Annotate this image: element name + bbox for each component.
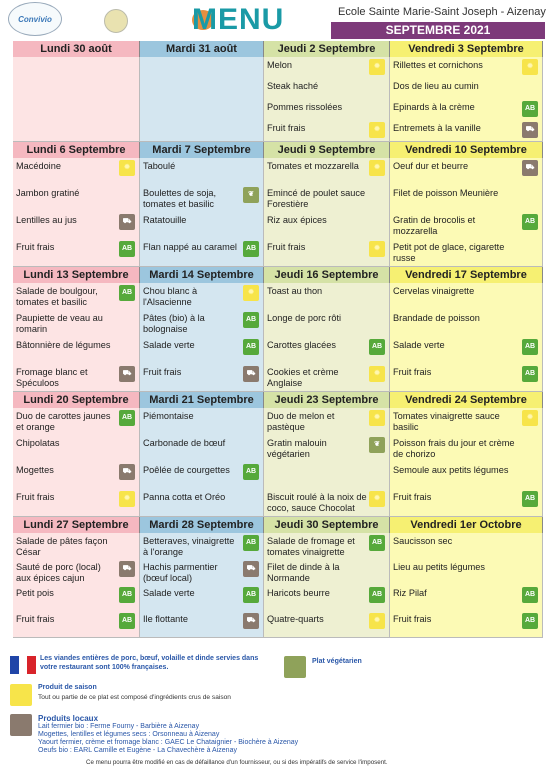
day-column: [264, 158, 390, 266]
day-column: [140, 533, 264, 637]
dish-item: Taboulé: [143, 161, 176, 171]
menu-grid: [13, 41, 543, 638]
organic-ab-icon: AB: [119, 241, 135, 257]
legend-viandes: Les viandes entières de porc, bœuf, volaille et dinde servies dans votre restaurant sont 100% françaises.: [40, 655, 259, 671]
day-header: Jeudi 16 Septembre: [264, 267, 390, 283]
dish-item: Fruit frais: [16, 614, 55, 624]
dish-item: Fruit frais: [267, 242, 306, 252]
week-block: [13, 41, 543, 142]
dish-item: Fruit frais: [16, 242, 55, 252]
season-sun-icon: ✹: [369, 59, 385, 75]
dish-item: Hachis parmentier (bœuf local): [143, 562, 218, 583]
dish-item: Salade verte: [143, 588, 195, 598]
organic-ab-icon: AB: [522, 491, 538, 507]
dish-item: Bâtonnière de légumes: [16, 340, 111, 350]
organic-ab-icon: AB: [243, 464, 259, 480]
organic-ab-icon: AB: [522, 214, 538, 230]
day-header: Mardi 14 Septembre: [140, 267, 264, 283]
supplier-item: Mogettes, lentilles et légumes secs : Orsonneau à Aizenay: [38, 731, 220, 738]
day-column: [390, 533, 543, 637]
dish-item: Panna cotta et Oréo: [143, 492, 226, 502]
dish-item: Salade verte: [143, 340, 195, 350]
dish-item: Tomates vinaigrette sauce basilic: [393, 411, 500, 432]
day-header: Lundi 6 Septembre: [13, 142, 140, 158]
season-sun-icon: ✹: [369, 241, 385, 257]
dish-item: Chou blanc à l'Alsacienne: [143, 286, 198, 307]
day-header: Mardi 28 Septembre: [140, 517, 264, 533]
dish-item: Macédoine: [16, 161, 61, 171]
organic-ab-icon: AB: [119, 613, 135, 629]
dish-item: Brandade de poisson: [393, 313, 480, 323]
dish-item: Petit pois: [16, 588, 54, 598]
organic-ab-icon: AB: [243, 312, 259, 328]
supplier-item: Yaourt fermier, crème et fromage blanc : GAEC Le Chataignier - Biochère à Aizenay: [38, 739, 299, 746]
day-header: Vendredi 1er Octobre: [390, 517, 543, 533]
dish-item: Betteraves, vinaigrette à l'orange: [143, 536, 235, 557]
dish-item: Gratin malouin végétarien: [267, 438, 327, 459]
dish-item: Duo de melon et pastèque: [267, 411, 335, 432]
menu-title: MENU: [192, 3, 285, 36]
dish-item: Salade de fromage et tomates vinaigrette: [267, 536, 355, 557]
dish-item: Emincé de poulet sauce Forestière: [267, 188, 366, 209]
dish-item: Lentilles au jus: [16, 215, 77, 225]
dish-item: Quatre-quarts: [267, 614, 324, 624]
day-header: Jeudi 2 Septembre: [264, 41, 390, 57]
dish-item: Pommes rissolées: [267, 102, 343, 112]
day-header: Mardi 21 Septembre: [140, 392, 264, 408]
season-sun-icon: ✹: [522, 59, 538, 75]
dish-item: Ratatouille: [143, 215, 187, 225]
day-header: Jeudi 23 Septembre: [264, 392, 390, 408]
season-sun-icon: ✹: [369, 410, 385, 426]
supplier-item: Oeufs bio : EARL Camille et Eugène - La Chavechère à Aizenay: [38, 747, 237, 754]
legend-locaux-title: Produits locaux: [38, 714, 99, 723]
dish-item: Fruit frais: [16, 492, 55, 502]
dish-item: Biscuit roulé à la noix de coco, sauce Chocolat: [267, 492, 367, 513]
local-tractor-icon: ⛟: [243, 366, 259, 382]
organic-ab-icon: AB: [522, 101, 538, 117]
dish-item: Saucisson sec: [393, 536, 453, 546]
dish-item: Riz aux épices: [267, 215, 327, 225]
dish-item: Chipolatas: [16, 438, 60, 448]
dish-item: Ile flottante: [143, 614, 188, 624]
legend-saison-sub: Tout ou partie de ce plat est composé d'ingrédients crus de saison: [38, 694, 231, 701]
day-header: Vendredi 17 Septembre: [390, 267, 543, 283]
dish-item: Fruit frais: [393, 492, 432, 502]
dish-item: Filet de poisson Meunière: [393, 188, 499, 198]
vegetarian-leaf-icon: ❦: [369, 437, 385, 453]
logo-text: Convivio: [18, 14, 52, 24]
season-sun-icon: ✹: [369, 366, 385, 382]
day-header: Jeudi 9 Septembre: [264, 142, 390, 158]
week-block: [13, 517, 543, 638]
organic-ab-icon: AB: [522, 339, 538, 355]
day-column: [140, 283, 264, 391]
dish-item: Fruit frais: [393, 614, 432, 624]
local-tractor-icon: ⛟: [119, 464, 135, 480]
organic-ab-icon: AB: [119, 587, 135, 603]
dish-item: Salade de boulgour, tomates et basilic: [16, 286, 98, 307]
day-column: [390, 283, 543, 391]
dish-item: Cookies et crème Anglaise: [267, 367, 339, 388]
local-tractor-icon: ⛟: [119, 214, 135, 230]
organic-ab-icon: AB: [243, 241, 259, 257]
header: [0, 0, 552, 40]
season-sun-icon: ✹: [369, 160, 385, 176]
day-column: [140, 408, 264, 516]
dish-item: Carottes glacées: [267, 340, 336, 350]
dish-item: Fromage blanc et Spéculoos: [16, 367, 88, 388]
dish-item: Riz Pilaf: [393, 588, 427, 598]
day-column: [13, 533, 140, 637]
dish-item: Paupiette de veau au romarin: [16, 313, 103, 334]
local-tractor-icon: ⛟: [522, 160, 538, 176]
dish-item: Fruit frais: [143, 367, 182, 377]
season-sun-icon: ✹: [243, 285, 259, 301]
dish-item: Semoule aux petits légumes: [393, 465, 509, 475]
week-block: [13, 142, 543, 267]
dish-item: Duo de carottes jaunes et orange: [16, 411, 111, 432]
organic-ab-icon: AB: [243, 535, 259, 551]
organic-ab-icon: AB: [369, 535, 385, 551]
day-column: [13, 158, 140, 266]
organic-ab-icon: AB: [369, 587, 385, 603]
local-tractor-icon: ⛟: [522, 122, 538, 138]
local-tractor-icon: ⛟: [243, 561, 259, 577]
day-column: [13, 283, 140, 391]
dish-item: Tomates et mozzarella: [267, 161, 359, 171]
day-header: Vendredi 3 Septembre: [390, 41, 543, 57]
dish-item: Fruit frais: [393, 367, 432, 377]
season-sun-icon: ✹: [369, 122, 385, 138]
dish-item: Poêlée de courgettes: [143, 465, 230, 475]
dish-item: Oeuf dur et beurre: [393, 161, 469, 171]
local-product-icon: [10, 714, 32, 736]
day-column: [264, 57, 390, 141]
organic-ab-icon: AB: [119, 285, 135, 301]
local-tractor-icon: ⛟: [119, 561, 135, 577]
dish-item: Piémontaise: [143, 411, 194, 421]
dish-item: Epinards à la crème: [393, 102, 475, 112]
day-header: Vendredi 10 Septembre: [390, 142, 543, 158]
season-icon: [10, 684, 32, 706]
legend-vegetarien: Plat végétarien: [312, 658, 362, 665]
day-column: [13, 57, 140, 141]
organic-ab-icon: AB: [522, 587, 538, 603]
local-tractor-icon: ⛟: [119, 366, 135, 382]
dish-item: Mogettes: [16, 465, 54, 475]
vegetarian-icon: [284, 656, 306, 678]
dish-item: Petit pot de glace, cigarette russe: [393, 242, 505, 263]
dish-item: Jambon gratiné: [16, 188, 80, 198]
day-header: Mardi 7 Septembre: [140, 142, 264, 158]
day-header: Jeudi 30 Septembre: [264, 517, 390, 533]
day-header: Lundi 20 Septembre: [13, 392, 140, 408]
day-column: [140, 158, 264, 266]
day-header: Mardi 31 août: [140, 41, 264, 57]
season-sun-icon: ✹: [369, 613, 385, 629]
organic-ab-icon: AB: [243, 587, 259, 603]
dish-item: Steak haché: [267, 81, 319, 91]
dish-item: Toast au thon: [267, 286, 323, 296]
organic-ab-icon: AB: [522, 366, 538, 382]
dish-item: Gratin de brocolis et mozzarella: [393, 215, 476, 236]
dish-item: Fruit frais: [267, 123, 306, 133]
school-logo: [104, 9, 128, 33]
organic-ab-icon: AB: [522, 613, 538, 629]
season-sun-icon: ✹: [369, 491, 385, 507]
dish-item: Lieu au petits légumes: [393, 562, 485, 572]
day-column: [140, 57, 264, 141]
dish-item: Longe de porc rôti: [267, 313, 342, 323]
day-column: [390, 408, 543, 516]
organic-ab-icon: AB: [119, 410, 135, 426]
school-name: Ecole Sainte Marie-Saint Joseph - Aizenay: [338, 6, 546, 18]
supplier-item: Lait fermier bio : Ferme Fourny - Barbière à Aizenay: [38, 723, 200, 730]
dish-item: Dos de lieu au cumin: [393, 81, 479, 91]
day-column: [13, 408, 140, 516]
dish-item: Cervelas vinaigrette: [393, 286, 475, 296]
day-column: [264, 408, 390, 516]
day-column: [264, 283, 390, 391]
organic-ab-icon: AB: [243, 339, 259, 355]
week-block: [13, 392, 543, 517]
season-sun-icon: ✹: [522, 410, 538, 426]
day-column: [390, 57, 543, 141]
local-tractor-icon: ⛟: [243, 613, 259, 629]
day-header: Lundi 27 Septembre: [13, 517, 140, 533]
dish-item: Rillettes et cornichons: [393, 60, 483, 70]
dish-item: Sauté de porc (local) aux épices cajun: [16, 562, 101, 583]
day-header: Lundi 13 Septembre: [13, 267, 140, 283]
day-column: [264, 533, 390, 637]
legend-saison-title: Produit de saison: [38, 684, 97, 691]
french-flag-icon: [10, 656, 36, 674]
day-column: [390, 158, 543, 266]
legend: [0, 652, 552, 768]
vegetarian-leaf-icon: ❦: [243, 187, 259, 203]
dish-item: Boulettes de soja, tomates et basilic: [143, 188, 217, 209]
dish-item: Carbonade de bœuf: [143, 438, 226, 448]
week-block: [13, 267, 543, 392]
dish-item: Melon: [267, 60, 293, 70]
season-sun-icon: ✹: [119, 160, 135, 176]
dish-item: Flan nappé au caramel: [143, 242, 237, 252]
convivio-logo: [8, 2, 62, 36]
month-banner: SEPTEMBRE 2021: [331, 22, 545, 39]
dish-item: Salade verte: [393, 340, 445, 350]
dish-item: Pâtes (bio) à la bolognaise: [143, 313, 205, 334]
organic-ab-icon: AB: [369, 339, 385, 355]
season-sun-icon: ✹: [119, 491, 135, 507]
dish-item: Salade de pâtes façon César: [16, 536, 108, 557]
footer-note: Ce menu pourra être modifié en cas de défaillance d'un fournisseur, ou si des impératifs de service l'imposent.: [86, 759, 388, 766]
dish-item: Haricots beurre: [267, 588, 330, 598]
day-header: Lundi 30 août: [13, 41, 140, 57]
dish-item: Entremets à la vanille: [393, 123, 481, 133]
dish-item: Filet de dinde à la Normande: [267, 562, 340, 583]
dish-item: Poisson frais du jour et crème de chorizo: [393, 438, 515, 459]
day-header: Vendredi 24 Septembre: [390, 392, 543, 408]
